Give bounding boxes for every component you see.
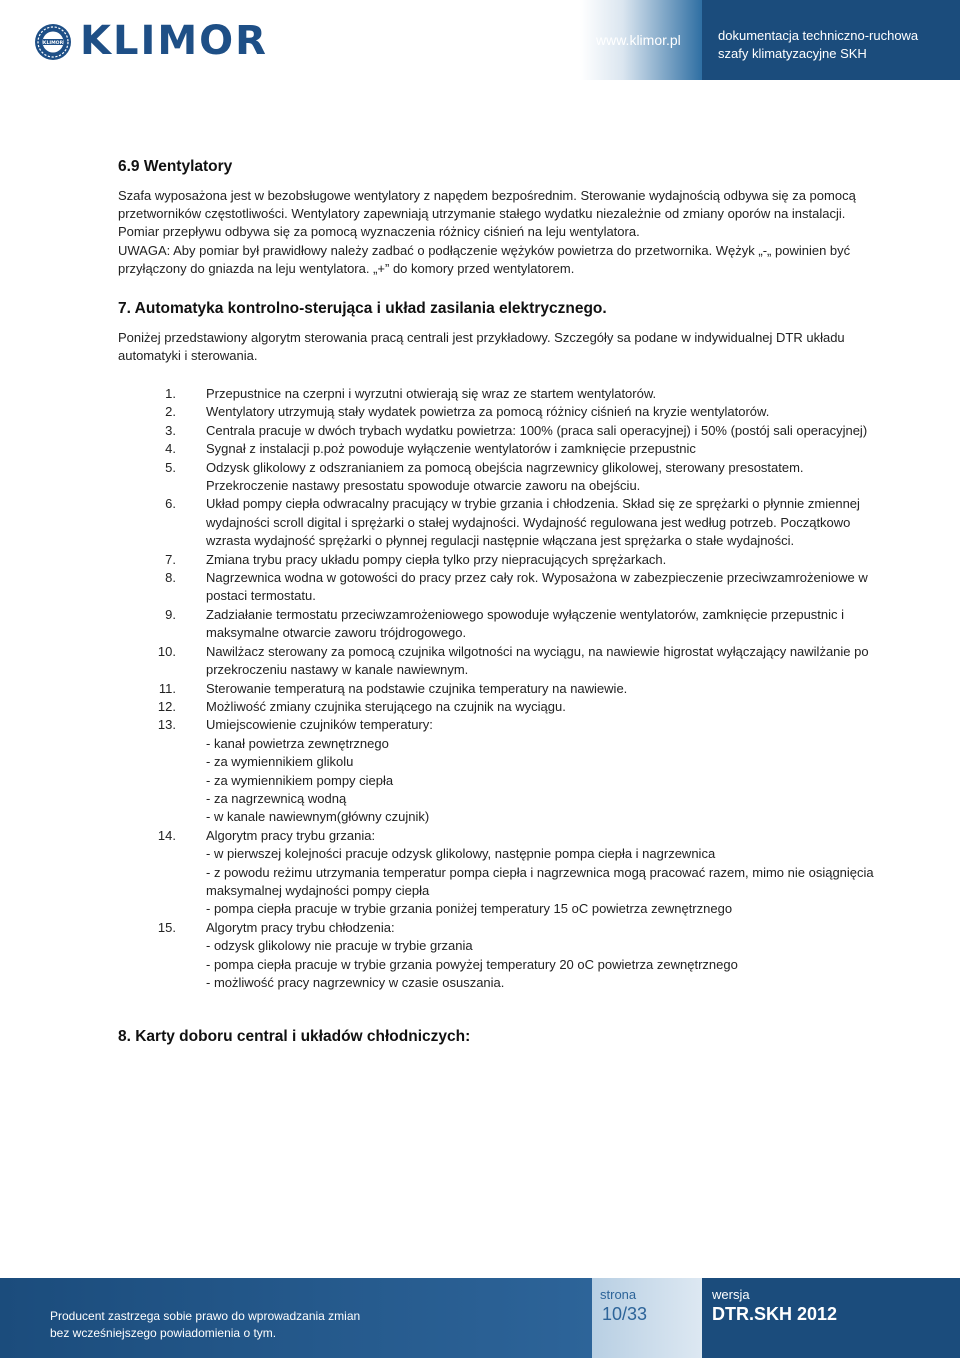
version-label: wersja — [712, 1287, 750, 1302]
list-item-number: 12. — [157, 698, 176, 714]
list-item — [118, 698, 894, 716]
page-footer — [0, 1278, 960, 1358]
section-title-fans: 6.9 Wentylatory — [118, 158, 233, 175]
list-item-text — [176, 919, 894, 993]
section-title-automation: 7. Automatyka kontrolno-sterująca i układ zasilania elektrycznego. — [118, 300, 607, 317]
list-item-line: Umiejscowienie czujników temperatury: — [206, 717, 433, 733]
text-line: przyłączony do gniazda na leju wentylatora. „+” do komory przed wentylatorem. — [118, 261, 575, 276]
list-item-number: 10. — [157, 643, 176, 659]
text-line: Pomiar przepływu odbywa się za pomocą wyznaczenia różnicy ciśnień na leju wentylatora. — [118, 224, 640, 239]
doc-product-title: szafy klimatyzacyjne SKH — [718, 46, 867, 61]
list-item-line: Odzysk glikolowy z odszranianiem za pomocą obejścia nagrzewnicy glikolowej, sterowany presostatem. — [206, 459, 804, 475]
list-item — [118, 606, 894, 643]
text-line: przetworników częstotliwości. Wentylatory zapewniają utrzymanie stałego wydatku niezależnie od zmiany oporów na instalacji. — [118, 206, 846, 221]
list-item-line: Centrala pracuje w dwóch trybach wydatku powietrza: 100% (praca sali operacyjnej) i 50% (postój sali operacyjnej) — [206, 422, 868, 438]
control-algorithm-list — [118, 385, 894, 992]
list-item-text — [176, 827, 894, 919]
website-link[interactable]: www.klimor.pl — [596, 32, 681, 48]
list-item-number: 3. — [165, 422, 176, 438]
list-item-number: 1. — [165, 386, 176, 401]
list-item-line: - kanał powietrza zewnętrznego — [206, 735, 389, 751]
list-item-line: - z powodu reżimu utrzymania temperatur pompa ciepła i nagrzewnica mogą pracować razem, mimo nie osiągnięcia — [206, 864, 874, 880]
list-item-line: Nagrzewnica wodna w gotowości do pracy przez cały rok. Wyposażona w zabezpieczenie przeciwzamrożeniowe w — [206, 570, 868, 586]
text-line: Poniżej przedstawiony algorytm sterowania pracą centrali jest przykładowy. Szczegóły sa podane w indywidualnej DTR układu — [118, 330, 845, 345]
list-item-line: wzrasta wydajność sprężarki o płynnej regulacji następnie włączana jest sprężarka o stałe wydajności. — [206, 533, 795, 549]
list-item-text — [176, 422, 894, 440]
list-item-number: 9. — [165, 606, 176, 622]
list-item-line: - w kanale nawiewnym(główny czujnik) — [206, 809, 430, 825]
list-item-number: 14. — [157, 827, 176, 843]
list-item — [118, 495, 894, 550]
list-item-text — [176, 606, 894, 643]
list-item — [118, 919, 894, 993]
text-line: automatyki i sterowania. — [118, 348, 258, 363]
list-item — [118, 716, 894, 826]
list-item-line: Nawilżacz sterowany za pomocą czujnika wilgotności na wyciągu, na nawiewie higrostat wyłączający nawilżanie po — [206, 643, 869, 659]
list-item-number: 11. — [158, 680, 176, 696]
list-item-line: Zmiana trybu pracy układu pompy ciepła tylko przy niepracujących sprężarkach. — [206, 551, 667, 567]
list-item-text — [176, 698, 894, 716]
list-item-line: postaci termostatu. — [206, 588, 316, 604]
list-item-number: 13. — [157, 717, 176, 733]
list-item-line: Możliwość zmiany czujnika sterującego na czujnik na wyciągu. — [206, 698, 566, 714]
page-number: 10/33 — [602, 1304, 648, 1324]
emblem-text: KLIMOR — [42, 40, 64, 46]
page-label: strona — [600, 1287, 637, 1302]
list-item-text — [176, 403, 894, 421]
list-item — [118, 422, 894, 440]
list-item-line: - pompa ciepła pracuje w trybie grzania poniżej temperatury 15 oC powietrza zewnętrznego — [206, 901, 733, 917]
text-line: Szafa wyposażona jest w bezobsługowe wentylatory z napędem bezpośrednim. Sterowanie wydajnością odbywa się za pomocą — [118, 188, 856, 203]
footer-disclaimer-line1: Producent zastrzega sobie prawo do wprowadzania zmian — [50, 1309, 361, 1323]
list-item-line: - możliwość pracy nagrzewnicy w czasie osuszania. — [206, 975, 505, 990]
list-item-number: 2. — [165, 404, 176, 420]
list-item-text — [176, 643, 894, 680]
automation-intro — [118, 329, 894, 365]
list-item — [118, 385, 894, 403]
list-item-text — [176, 551, 894, 569]
list-item — [118, 551, 894, 569]
list-item-line: Przepustnice na czerpni i wyrzutni otwierają się wraz ze startem wentylatorów. — [206, 386, 657, 401]
brand-logo-text: KLIMOR — [80, 18, 268, 64]
list-item-line: - za wymiennikiem glikolu — [206, 754, 354, 770]
list-item-text — [176, 569, 894, 606]
list-item-text — [176, 716, 894, 826]
list-item-number: 7. — [165, 551, 176, 567]
list-item-text — [176, 495, 894, 550]
list-item-line: Sygnał z instalacji p.poż powoduje wyłączenie wentylatorów i zamknięcie przepustnic — [206, 441, 696, 457]
fans-paragraph-1 — [118, 187, 894, 241]
list-item — [118, 440, 894, 458]
list-item-line: Algorytm pracy trybu grzania: — [206, 827, 376, 843]
version-number: DTR.SKH 2012 — [712, 1304, 838, 1324]
list-item-line: Zadziałanie termostatu przeciwzamrożeniowego spowoduje wyłączenie wentylatorów, zamknięcie przepustnic i — [206, 606, 845, 622]
list-item-line: - w pierwszej kolejności pracuje odzysk glikolowy, następnie pompa ciepła i nagrzewnica — [206, 846, 716, 862]
klimor-emblem-icon — [33, 22, 73, 62]
list-item — [118, 569, 894, 606]
list-item-text — [176, 680, 894, 698]
list-item-line: Układ pompy ciepła odwracalny pracujący w trybie grzania i chłodzenia. Skład się ze sprężarki o płynnie zmiennej — [206, 496, 860, 512]
list-item — [118, 459, 894, 496]
list-item-line: Przekroczenie nastawy presostatu spowoduje otwarcie zaworu na obejściu. — [206, 478, 641, 494]
list-item-text — [176, 385, 894, 403]
fans-warning-paragraph — [118, 242, 894, 278]
list-item-number: 6. — [165, 496, 176, 512]
list-item — [118, 403, 894, 421]
list-item-line: - za wymiennikiem pompy ciepła — [206, 772, 394, 788]
footer-disclaimer-line2: bez wcześniejszego powiadomienia o tym. — [50, 1326, 277, 1340]
list-item — [118, 643, 894, 680]
list-item-line: - odzysk glikolowy nie pracuje w trybie grzania — [206, 938, 473, 954]
section-title-selection-cards: 8. Karty doboru central i układów chłodniczych: — [118, 1028, 471, 1045]
list-item-line: wydajności scroll digital i sprężarki o stałej wydajności. Wydajność regulowana jest według potrzeb. Początkowo — [206, 514, 851, 530]
list-item-line: Wentylatory utrzymują stały wydatek powietrza za pomocą różnicy ciśnień na kryzie wentylatorów. — [206, 404, 770, 420]
list-item — [118, 680, 894, 698]
list-item-number: 4. — [165, 441, 176, 457]
list-item-number: 8. — [165, 570, 176, 586]
list-item-line: maksymalnej wydajności pompy ciepła — [206, 882, 430, 898]
list-item-line: - za nagrzewnicą wodną — [206, 790, 347, 806]
list-item-number: 5. — [165, 459, 176, 475]
text-line: UWAGA: Aby pomiar był prawidłowy należy zadbać o podłączenie wężyków powietrza do przetwornika. Wężyk „-„ powinien być — [118, 243, 851, 258]
list-item — [118, 827, 894, 919]
list-item-number: 15. — [157, 919, 176, 935]
list-item-line: - pompa ciepła pracuje w trybie grzania powyżej temperatury 20 oC powietrza zewnętrznego — [206, 956, 738, 972]
list-item-line: maksymalne otwarcie zaworu trójdrogowego. — [206, 625, 467, 641]
list-item-text — [176, 440, 894, 458]
list-item-text — [176, 459, 894, 496]
page-header — [0, 0, 960, 80]
list-item-line: Algorytm pracy trybu chłodzenia: — [206, 919, 395, 935]
list-item-line: przekroczeniu nastawy w kanale nawiewnym. — [206, 662, 469, 678]
list-item-line: Sterowanie temperaturą na podstawie czujnika temperatury na nawiewie. — [206, 680, 628, 696]
doc-type-title: dokumentacja techniczno-ruchowa — [718, 28, 919, 43]
